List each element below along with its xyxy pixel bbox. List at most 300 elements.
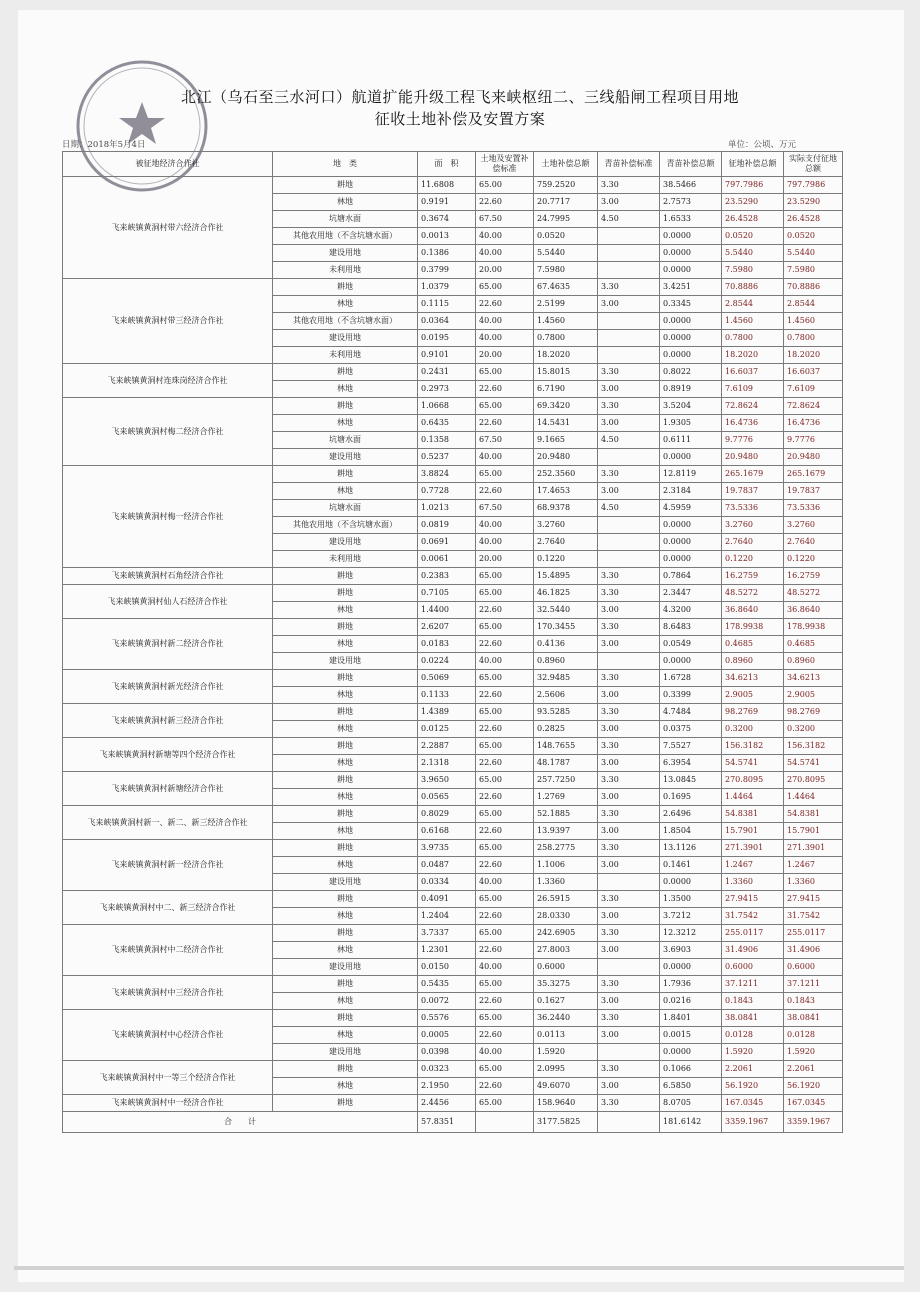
- value-cell: 48.5272: [722, 585, 784, 602]
- column-header: 征地补偿总额: [722, 152, 784, 177]
- value-cell: 20.9480: [722, 449, 784, 466]
- value-cell: [598, 313, 660, 330]
- land-type-cell: 耕地: [273, 1010, 418, 1027]
- value-cell: 54.8381: [784, 806, 843, 823]
- value-cell: 0.1133: [418, 687, 476, 704]
- value-cell: 48.1787: [534, 755, 598, 772]
- value-cell: 257.7250: [534, 772, 598, 789]
- land-type-cell: 未利用地: [273, 262, 418, 279]
- value-cell: 3.30: [598, 398, 660, 415]
- value-cell: [598, 228, 660, 245]
- value-cell: 0.0005: [418, 1027, 476, 1044]
- value-cell: 2.4456: [418, 1095, 476, 1112]
- value-cell: 5.5440: [784, 245, 843, 262]
- value-cell: 70.8886: [784, 279, 843, 296]
- value-cell: 271.3901: [722, 840, 784, 857]
- value-cell: 68.9378: [534, 500, 598, 517]
- value-cell: 3.00: [598, 942, 660, 959]
- value-cell: [598, 347, 660, 364]
- value-cell: 1.8504: [660, 823, 722, 840]
- value-cell: 4.7484: [660, 704, 722, 721]
- value-cell: 255.0117: [722, 925, 784, 942]
- land-type-cell: 耕地: [273, 619, 418, 636]
- value-cell: 1.4464: [722, 789, 784, 806]
- value-cell: 13.0845: [660, 772, 722, 789]
- value-cell: 22.60: [476, 1027, 534, 1044]
- value-cell: 0.7728: [418, 483, 476, 500]
- value-cell: 12.8119: [660, 466, 722, 483]
- value-cell: 3.00: [598, 908, 660, 925]
- value-cell: 65.00: [476, 925, 534, 942]
- value-cell: 167.0345: [722, 1095, 784, 1112]
- value-cell: 40.00: [476, 313, 534, 330]
- value-cell: 258.2775: [534, 840, 598, 857]
- value-cell: 3.00: [598, 857, 660, 874]
- value-cell: [598, 1044, 660, 1061]
- value-cell: 22.60: [476, 942, 534, 959]
- column-header: 土地补偿总额: [534, 152, 598, 177]
- value-cell: 0.4685: [784, 636, 843, 653]
- value-cell: 26.5915: [534, 891, 598, 908]
- value-cell: 271.3901: [784, 840, 843, 857]
- value-cell: 1.2467: [784, 857, 843, 874]
- value-cell: 36.8640: [722, 602, 784, 619]
- value-cell: 1.3360: [534, 874, 598, 891]
- cooperative-name: 飞来峡镇黄洞村梅一经济合作社: [63, 466, 273, 568]
- value-cell: 0.0183: [418, 636, 476, 653]
- value-cell: 0.5576: [418, 1010, 476, 1027]
- value-cell: 3.00: [598, 415, 660, 432]
- value-cell: 0.3200: [784, 721, 843, 738]
- value-cell: 1.0668: [418, 398, 476, 415]
- value-cell: 65.00: [476, 466, 534, 483]
- land-type-cell: 耕地: [273, 704, 418, 721]
- value-cell: 8.0705: [660, 1095, 722, 1112]
- value-cell: 242.6905: [534, 925, 598, 942]
- value-cell: 0.1843: [722, 993, 784, 1010]
- value-cell: 4.3200: [660, 602, 722, 619]
- table-row: [63, 1061, 843, 1078]
- value-cell: 23.5290: [784, 194, 843, 211]
- value-cell: 3.30: [598, 925, 660, 942]
- column-header: 地 类: [273, 152, 418, 177]
- land-type-cell: 其他农用地（不含坑塘水面）: [273, 517, 418, 534]
- value-cell: [598, 1112, 660, 1133]
- value-cell: 156.3182: [722, 738, 784, 755]
- value-cell: 0.0000: [660, 245, 722, 262]
- value-cell: 0.7800: [784, 330, 843, 347]
- value-cell: 20.00: [476, 347, 534, 364]
- value-cell: 3.2760: [722, 517, 784, 534]
- land-type-cell: 林地: [273, 1078, 418, 1095]
- value-cell: 70.8886: [722, 279, 784, 296]
- value-cell: 65.00: [476, 568, 534, 585]
- value-cell: 40.00: [476, 534, 534, 551]
- value-cell: 20.00: [476, 551, 534, 568]
- value-cell: 20.9480: [784, 449, 843, 466]
- column-header: 被征地经济合作社: [63, 152, 273, 177]
- value-cell: 0.5435: [418, 976, 476, 993]
- value-cell: 0.6435: [418, 415, 476, 432]
- value-cell: 3.00: [598, 636, 660, 653]
- value-cell: 0.8029: [418, 806, 476, 823]
- value-cell: 65.00: [476, 806, 534, 823]
- value-cell: 0.3399: [660, 687, 722, 704]
- value-cell: 3.00: [598, 381, 660, 398]
- value-cell: [476, 1112, 534, 1133]
- value-cell: 0.6000: [534, 959, 598, 976]
- value-cell: 0.0224: [418, 653, 476, 670]
- value-cell: 0.4091: [418, 891, 476, 908]
- value-cell: 0.2825: [534, 721, 598, 738]
- value-cell: 65.00: [476, 585, 534, 602]
- value-cell: 0.8960: [534, 653, 598, 670]
- value-cell: 0.0000: [660, 517, 722, 534]
- value-cell: 3.00: [598, 1027, 660, 1044]
- value-cell: 2.7640: [722, 534, 784, 551]
- value-cell: 73.5336: [722, 500, 784, 517]
- land-type-cell: 耕地: [273, 840, 418, 857]
- cooperative-name: 飞来峡镇黄洞村新塘经济合作社: [63, 772, 273, 806]
- value-cell: [598, 874, 660, 891]
- value-cell: 0.3799: [418, 262, 476, 279]
- value-cell: 0.0000: [660, 874, 722, 891]
- land-type-cell: 坑塘水面: [273, 432, 418, 449]
- column-header: 土地及安置补偿标准: [476, 152, 534, 177]
- land-type-cell: 林地: [273, 857, 418, 874]
- value-cell: 265.1679: [722, 466, 784, 483]
- value-cell: 18.2020: [784, 347, 843, 364]
- value-cell: 3.00: [598, 993, 660, 1010]
- value-cell: 0.0375: [660, 721, 722, 738]
- land-type-cell: 建设用地: [273, 245, 418, 262]
- land-type-cell: 未利用地: [273, 347, 418, 364]
- value-cell: 2.0995: [534, 1061, 598, 1078]
- value-cell: 270.8095: [722, 772, 784, 789]
- value-cell: 13.1126: [660, 840, 722, 857]
- value-cell: 0.1695: [660, 789, 722, 806]
- land-type-cell: 林地: [273, 636, 418, 653]
- land-type-cell: 建设用地: [273, 653, 418, 670]
- value-cell: 40.00: [476, 653, 534, 670]
- table-row: [63, 840, 843, 857]
- value-cell: 65.00: [476, 840, 534, 857]
- value-cell: 0.0364: [418, 313, 476, 330]
- value-cell: 56.1920: [784, 1078, 843, 1095]
- cooperative-name: 飞来峡镇黄洞村新光经济合作社: [63, 670, 273, 704]
- value-cell: 7.5980: [784, 262, 843, 279]
- land-type-cell: 林地: [273, 602, 418, 619]
- value-cell: 1.2404: [418, 908, 476, 925]
- value-cell: 72.8624: [722, 398, 784, 415]
- land-type-cell: 林地: [273, 721, 418, 738]
- value-cell: 22.60: [476, 755, 534, 772]
- value-cell: 15.4895: [534, 568, 598, 585]
- value-cell: 3.9650: [418, 772, 476, 789]
- value-cell: 0.0334: [418, 874, 476, 891]
- value-cell: 2.9005: [784, 687, 843, 704]
- value-cell: 1.4560: [784, 313, 843, 330]
- unit-label: 单位：公顷、万元: [728, 140, 797, 150]
- value-cell: 3.30: [598, 279, 660, 296]
- value-cell: 1.2467: [722, 857, 784, 874]
- value-cell: 6.3954: [660, 755, 722, 772]
- value-cell: 40.00: [476, 874, 534, 891]
- value-cell: 23.5290: [722, 194, 784, 211]
- table-body: [63, 177, 843, 1133]
- value-cell: 36.2440: [534, 1010, 598, 1027]
- value-cell: 759.2520: [534, 177, 598, 194]
- table-row: [63, 976, 843, 993]
- value-cell: 19.7837: [722, 483, 784, 500]
- value-cell: 98.2769: [722, 704, 784, 721]
- land-type-cell: 耕地: [273, 398, 418, 415]
- value-cell: 2.7640: [784, 534, 843, 551]
- value-cell: 2.2061: [722, 1061, 784, 1078]
- land-type-cell: 建设用地: [273, 959, 418, 976]
- value-cell: 24.7995: [534, 211, 598, 228]
- table-row: [63, 177, 843, 194]
- value-cell: 16.4736: [722, 415, 784, 432]
- land-type-cell: 林地: [273, 381, 418, 398]
- land-type-cell: 林地: [273, 908, 418, 925]
- value-cell: 0.1220: [722, 551, 784, 568]
- land-type-cell: 林地: [273, 823, 418, 840]
- value-cell: 73.5336: [784, 500, 843, 517]
- value-cell: 158.9640: [534, 1095, 598, 1112]
- value-cell: 38.0841: [784, 1010, 843, 1027]
- value-cell: 2.5199: [534, 296, 598, 313]
- value-cell: 2.2887: [418, 738, 476, 755]
- value-cell: [598, 330, 660, 347]
- value-cell: 0.0128: [784, 1027, 843, 1044]
- value-cell: 16.6037: [722, 364, 784, 381]
- value-cell: 1.3360: [722, 874, 784, 891]
- value-cell: 1.8401: [660, 1010, 722, 1027]
- value-cell: 65.00: [476, 976, 534, 993]
- value-cell: 178.9938: [784, 619, 843, 636]
- value-cell: 20.00: [476, 262, 534, 279]
- value-cell: 67.50: [476, 432, 534, 449]
- value-cell: 148.7655: [534, 738, 598, 755]
- value-cell: 156.3182: [784, 738, 843, 755]
- value-cell: 9.1665: [534, 432, 598, 449]
- land-type-cell: 林地: [273, 942, 418, 959]
- value-cell: 0.0819: [418, 517, 476, 534]
- value-cell: 3.30: [598, 177, 660, 194]
- value-cell: 0.8919: [660, 381, 722, 398]
- value-cell: 37.1211: [722, 976, 784, 993]
- value-cell: 69.3420: [534, 398, 598, 415]
- value-cell: 0.0565: [418, 789, 476, 806]
- value-cell: 65.00: [476, 670, 534, 687]
- value-cell: 0.0072: [418, 993, 476, 1010]
- cooperative-name: 飞来峡镇黄洞村中一经济合作社: [63, 1095, 273, 1112]
- value-cell: 40.00: [476, 517, 534, 534]
- value-cell: 16.2759: [784, 568, 843, 585]
- cooperative-name: 飞来峡镇黄洞村带六经济合作社: [63, 177, 273, 279]
- value-cell: 40.00: [476, 959, 534, 976]
- value-cell: 65.00: [476, 619, 534, 636]
- column-header: 实际支付征地总额: [784, 152, 843, 177]
- value-cell: 22.60: [476, 908, 534, 925]
- value-cell: 22.60: [476, 483, 534, 500]
- value-cell: 67.50: [476, 211, 534, 228]
- land-type-cell: 建设用地: [273, 534, 418, 551]
- land-type-cell: 耕地: [273, 670, 418, 687]
- value-cell: 3.00: [598, 755, 660, 772]
- value-cell: 0.7105: [418, 585, 476, 602]
- cooperative-name: 飞来峡镇黄洞村带三经济合作社: [63, 279, 273, 364]
- value-cell: 22.60: [476, 789, 534, 806]
- cooperative-name: 飞来峡镇黄洞村中一等三个经济合作社: [63, 1061, 273, 1095]
- value-cell: 0.0000: [660, 959, 722, 976]
- title-line-2: 征收土地补偿及安置方案: [374, 110, 546, 128]
- value-cell: 1.7936: [660, 976, 722, 993]
- value-cell: 38.0841: [722, 1010, 784, 1027]
- value-cell: 0.0000: [660, 228, 722, 245]
- land-type-cell: 未利用地: [273, 551, 418, 568]
- value-cell: [598, 551, 660, 568]
- total-land-compensation: 3177.5825: [534, 1112, 598, 1133]
- value-cell: 22.60: [476, 636, 534, 653]
- value-cell: 54.5741: [722, 755, 784, 772]
- value-cell: 265.1679: [784, 466, 843, 483]
- value-cell: 3.30: [598, 1010, 660, 1027]
- header-row: [63, 152, 843, 177]
- value-cell: 1.5920: [722, 1044, 784, 1061]
- land-type-cell: 耕地: [273, 466, 418, 483]
- value-cell: 0.7800: [534, 330, 598, 347]
- value-cell: 22.60: [476, 1078, 534, 1095]
- value-cell: 3.00: [598, 194, 660, 211]
- value-cell: 0.1358: [418, 432, 476, 449]
- value-cell: 3.2760: [534, 517, 598, 534]
- cooperative-name: 飞来峡镇黄洞村仙人石经济合作社: [63, 585, 273, 619]
- value-cell: 3.30: [598, 704, 660, 721]
- value-cell: 0.0520: [722, 228, 784, 245]
- total-label: 合 计: [63, 1112, 418, 1133]
- value-cell: 4.5959: [660, 500, 722, 517]
- value-cell: 0.1461: [660, 857, 722, 874]
- value-cell: 0.7864: [660, 568, 722, 585]
- table-row: [63, 806, 843, 823]
- value-cell: 3.30: [598, 585, 660, 602]
- value-cell: 22.60: [476, 993, 534, 1010]
- cooperative-name: 飞来峡镇黄洞村中二、新三经济合作社: [63, 891, 273, 925]
- value-cell: 0.9101: [418, 347, 476, 364]
- value-cell: 0.7800: [722, 330, 784, 347]
- value-cell: 4.50: [598, 500, 660, 517]
- land-type-cell: 耕地: [273, 279, 418, 296]
- value-cell: 26.4528: [722, 211, 784, 228]
- cooperative-name: 飞来峡镇黄洞村中心经济合作社: [63, 1010, 273, 1061]
- value-cell: 40.00: [476, 1044, 534, 1061]
- value-cell: 3.2760: [784, 517, 843, 534]
- value-cell: 5.5440: [534, 245, 598, 262]
- value-cell: 2.1318: [418, 755, 476, 772]
- value-cell: 98.2769: [784, 704, 843, 721]
- value-cell: 40.00: [476, 228, 534, 245]
- value-cell: 167.0345: [784, 1095, 843, 1112]
- land-type-cell: 坑塘水面: [273, 500, 418, 517]
- value-cell: 270.8095: [784, 772, 843, 789]
- value-cell: 12.3212: [660, 925, 722, 942]
- cooperative-name: 飞来峡镇黄洞村新二经济合作社: [63, 619, 273, 670]
- total-crop-compensation: 181.6142: [660, 1112, 722, 1133]
- total-actual-paid: 3359.1967: [784, 1112, 843, 1133]
- value-cell: 8.6483: [660, 619, 722, 636]
- column-header: 青苗补偿标准: [598, 152, 660, 177]
- land-type-cell: 耕地: [273, 1061, 418, 1078]
- value-cell: 3.00: [598, 296, 660, 313]
- value-cell: 54.5741: [784, 755, 843, 772]
- value-cell: 0.2973: [418, 381, 476, 398]
- value-cell: 0.9191: [418, 194, 476, 211]
- value-cell: 2.9005: [722, 687, 784, 704]
- value-cell: 40.00: [476, 245, 534, 262]
- column-header: 青苗补偿总额: [660, 152, 722, 177]
- value-cell: 0.5069: [418, 670, 476, 687]
- land-type-cell: 林地: [273, 1027, 418, 1044]
- value-cell: 28.0330: [534, 908, 598, 925]
- value-cell: 3.00: [598, 602, 660, 619]
- value-cell: 3.9735: [418, 840, 476, 857]
- value-cell: 31.7542: [722, 908, 784, 925]
- value-cell: 170.3455: [534, 619, 598, 636]
- land-type-cell: 建设用地: [273, 449, 418, 466]
- value-cell: 6.5850: [660, 1078, 722, 1095]
- value-cell: 0.0195: [418, 330, 476, 347]
- value-cell: 15.7901: [722, 823, 784, 840]
- value-cell: 0.2431: [418, 364, 476, 381]
- land-type-cell: 坑塘水面: [273, 211, 418, 228]
- value-cell: 0.3200: [722, 721, 784, 738]
- value-cell: 1.6533: [660, 211, 722, 228]
- value-cell: 0.0000: [660, 551, 722, 568]
- value-cell: 40.00: [476, 449, 534, 466]
- value-cell: 3.00: [598, 687, 660, 704]
- table-row: [63, 891, 843, 908]
- value-cell: 3.00: [598, 1078, 660, 1095]
- land-type-cell: 林地: [273, 194, 418, 211]
- value-cell: 17.4653: [534, 483, 598, 500]
- land-type-cell: 耕地: [273, 177, 418, 194]
- value-cell: 0.0113: [534, 1027, 598, 1044]
- value-cell: 67.50: [476, 500, 534, 517]
- value-cell: 0.0125: [418, 721, 476, 738]
- value-cell: 27.8003: [534, 942, 598, 959]
- cooperative-name: 飞来峡镇黄洞村连珠岗经济合作社: [63, 364, 273, 398]
- value-cell: 37.1211: [784, 976, 843, 993]
- value-cell: 3.7337: [418, 925, 476, 942]
- value-cell: 31.7542: [784, 908, 843, 925]
- value-cell: 22.60: [476, 823, 534, 840]
- value-cell: 3.30: [598, 1095, 660, 1112]
- value-cell: 0.3345: [660, 296, 722, 313]
- value-cell: 3.6903: [660, 942, 722, 959]
- value-cell: 32.9485: [534, 670, 598, 687]
- value-cell: 3.30: [598, 466, 660, 483]
- value-cell: 2.6207: [418, 619, 476, 636]
- value-cell: 0.0000: [660, 1044, 722, 1061]
- value-cell: 0.0487: [418, 857, 476, 874]
- value-cell: 1.4389: [418, 704, 476, 721]
- value-cell: 0.0549: [660, 636, 722, 653]
- value-cell: 20.7717: [534, 194, 598, 211]
- value-cell: 34.6213: [784, 670, 843, 687]
- value-cell: 65.00: [476, 1010, 534, 1027]
